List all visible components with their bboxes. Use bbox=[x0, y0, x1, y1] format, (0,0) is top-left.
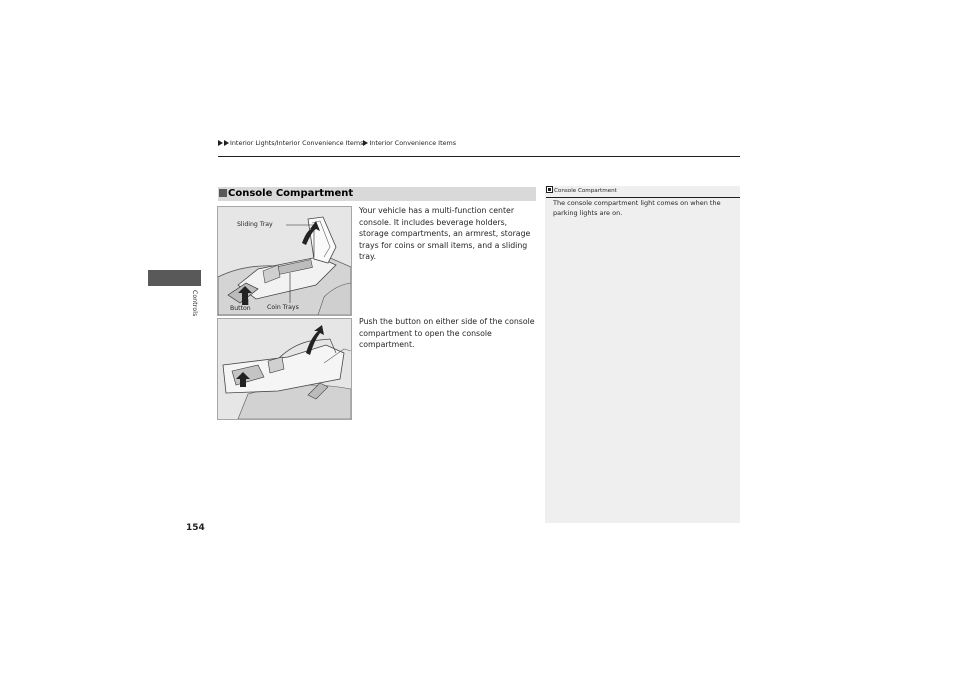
breadcrumb-current[interactable]: Interior Convenience Items bbox=[369, 139, 457, 147]
section-square-icon bbox=[219, 189, 227, 197]
breadcrumb-arrow-icon bbox=[218, 140, 223, 146]
breadcrumb-arrow-icon bbox=[363, 140, 368, 146]
page-number: 154 bbox=[186, 523, 205, 533]
intro-paragraph: Your vehicle has a multi-function center console. It includes beverage holders, storage compartments, an armrest, storage trays for coins or small items, and a sliding tray. bbox=[359, 206, 531, 262]
console-illustration bbox=[217, 206, 352, 316]
callout-button: Button bbox=[230, 305, 251, 312]
breadcrumb bbox=[218, 139, 456, 147]
note-heading-text: Console Compartment bbox=[554, 188, 617, 194]
note-heading bbox=[546, 186, 740, 196]
header-rule bbox=[218, 156, 740, 157]
callout-coin-trays: Coin Trays bbox=[267, 304, 299, 311]
note-reference-icon bbox=[546, 186, 553, 193]
section-title: Console Compartment bbox=[228, 188, 354, 199]
side-note-panel bbox=[545, 186, 740, 523]
breadcrumb-link-interior-lights[interactable]: Interior Lights/Interior Convenience Items bbox=[230, 139, 364, 147]
instruction-paragraph: Push the button on either side of the console compartment to open the console compartment. bbox=[359, 317, 535, 350]
console-open-illustration bbox=[217, 318, 352, 420]
note-text: The console compartment light comes on when the parking lights are on. bbox=[553, 199, 721, 217]
callout-sliding-tray: Sliding Tray bbox=[237, 221, 273, 228]
chapter-tab[interactable] bbox=[148, 270, 201, 286]
console-drawing bbox=[218, 207, 351, 315]
breadcrumb-arrow-icon bbox=[224, 140, 229, 146]
chapter-label: Controls bbox=[191, 290, 198, 317]
console-open-drawing bbox=[218, 319, 351, 419]
